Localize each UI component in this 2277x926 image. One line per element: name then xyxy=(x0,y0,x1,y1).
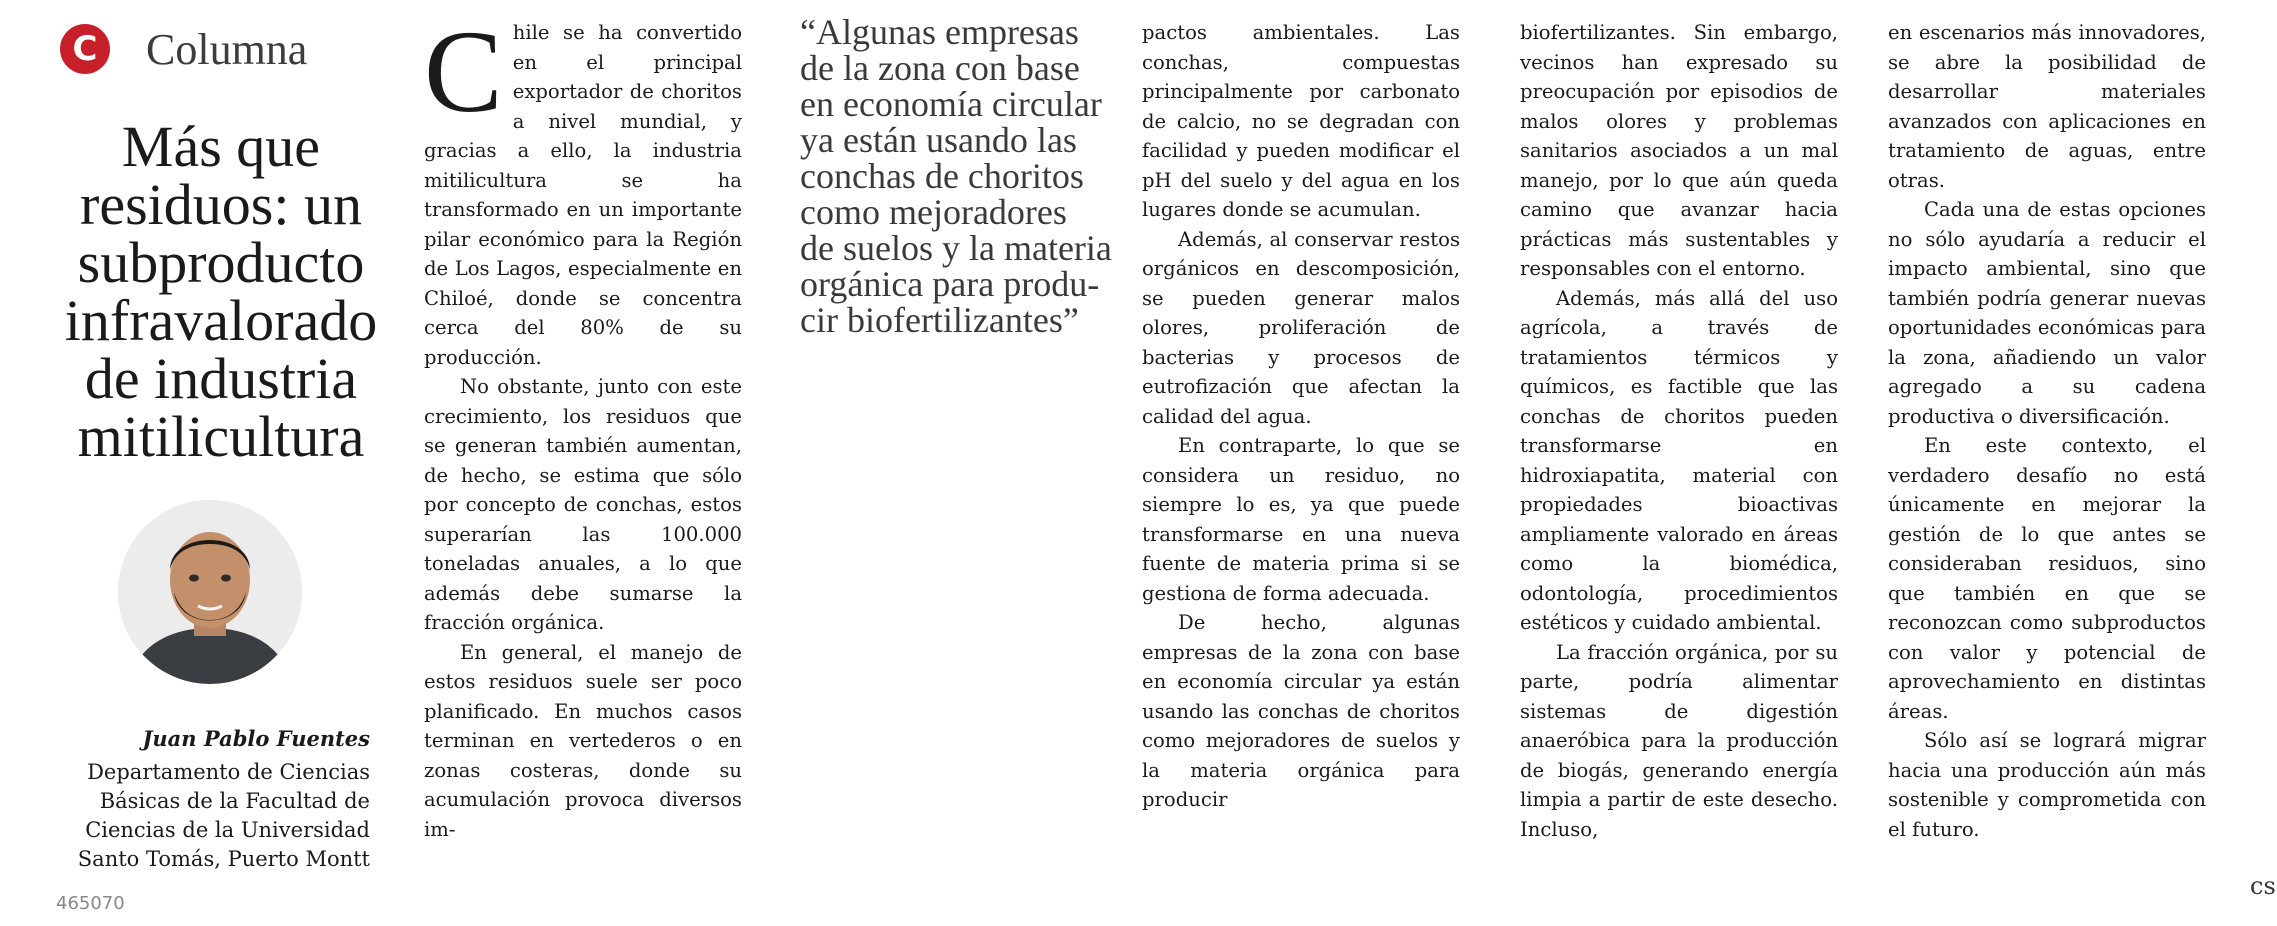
headline-line: Más que xyxy=(121,114,321,179)
headline-line: infravalorado xyxy=(64,288,378,353)
body-paragraph: en escenarios más innovadores, se abre la posibilidad de desarrollar materiales avanzados con aplicaciones en tratamiento de aguas, entre otras. xyxy=(1888,21,2206,192)
pull-quote-line: orgánica para produ- xyxy=(800,264,1100,304)
headline xyxy=(56,114,386,469)
drop-cap: C xyxy=(424,6,503,137)
body-paragraph: Además, más allá del uso agrícola, a través de tratamientos térmicos y químicos, es factible que las conchas de choritos pueden transformarse en hidroxiapatita, material con propiedades bioactivas ampliamente valorado en áreas como la biomédica, odontología, procedimientos estéticos y cuidado ambiental. xyxy=(1520,286,1838,634)
clip-id: 465070 xyxy=(56,893,125,914)
body-paragraph: Sólo así se logrará migrar hacia una producción aún más sostenible y comprometida con el futuro. xyxy=(1888,729,2206,841)
headline-line: de industria xyxy=(84,346,358,411)
author-bio-line: Básicas de la Facultad de xyxy=(99,789,370,813)
body-paragraph: No obstante, junto con este crecimiento, los residuos que se generan también aumentan, de hecho, se estima que sólo por concepto de conchas, estos superarían las 100.000 toneladas anuales, a lo que además debe sumarse la fracción orgánica. xyxy=(424,375,742,634)
pull-quote-line: cir biofertilizantes” xyxy=(800,300,1079,340)
body-paragraph: En contraparte, lo que se considera un residuo, no siempre lo es, ya que puede transformarse en una nueva fuente de materia prima si se gestiona de forma adecuada. xyxy=(1142,434,1460,605)
body-column-1 xyxy=(424,6,742,898)
body-paragraph: biofertilizantes. Sin embargo, vecinos han expresado su preocupación por episodios de malos olores y problemas sanitarios asociados a un mal manejo, por lo que aún queda camino que avanzar hacia prácticas más sustentables y responsables con el entorno. xyxy=(1520,21,1838,280)
paragraph-text: hile se ha convertido en el principal exportador de choritos a nivel mundial, y gracias a ello, la industria mitilicultura se ha transformado en un importante pilar económico para la Región de Los Lagos, especialmente en Chiloé, donde se concentra cerca del 80% de su producción. xyxy=(424,21,742,369)
author-bio xyxy=(60,758,370,874)
body-column-4 xyxy=(1888,18,2206,898)
body-paragraph: Cada una de estas opciones no sólo ayudaría a reducir el impacto ambiental, sino que también podría generar nuevas oportunidades económicas para la zona, añadiendo un valor agregado a su cadena productiva o diversificación. xyxy=(1888,198,2206,428)
body-paragraph: Además, al conservar restos orgánicos en descomposición, se pueden generar malos olores, proliferación de bacterias y procesos de eutrofización que afectan la calidad del agua. xyxy=(1142,227,1460,428)
headline-line: mitilicultura xyxy=(77,404,365,469)
pull-quote-line: en economía circular xyxy=(800,84,1102,124)
pull-quote-line: ya están usando las xyxy=(800,120,1077,160)
headline-line: subproducto xyxy=(77,230,365,295)
body-paragraph: La fracción orgánica, por su parte, podría alimentar sistemas de digestión anaeróbica para la producción de biogás, generando energía limpia a partir de este desecho. Incluso, xyxy=(1520,640,1838,841)
pull-quote-line: “Algunas empresas xyxy=(800,12,1079,52)
author-bio-line: Santo Tomás, Puerto Montt xyxy=(77,847,370,871)
section-badge: C xyxy=(60,24,110,74)
author-portrait-icon xyxy=(118,500,302,684)
body-column-2 xyxy=(1142,18,1460,898)
author-bio-line: Departamento de Ciencias xyxy=(87,760,370,784)
author-photo xyxy=(118,500,302,684)
body-paragraph: De hecho, algunas empresas de la zona con base en economía circular ya están usando las conchas de choritos como mejoradores de suelos y la materia orgánica para producir xyxy=(1142,611,1460,811)
headline-line: residuos: un xyxy=(80,172,362,237)
end-mark-icon: cs xyxy=(2250,872,2276,900)
pull-quote-line: conchas de choritos xyxy=(800,156,1084,196)
author-name: Juan Pablo Fuentes xyxy=(142,726,370,751)
pull-quote-line: como mejoradores xyxy=(800,192,1067,232)
section-label: Columna xyxy=(146,25,308,74)
pull-quote-line: de la zona con base xyxy=(800,48,1080,88)
body-paragraph xyxy=(424,6,742,372)
pull-quote xyxy=(800,14,1130,338)
body-paragraph: En general, el manejo de estos residuos suele ser poco planificado. En muchos casos terminan en vertederos o en zonas costeras, donde su acumulación provoca diversos im- xyxy=(424,640,742,841)
body-column-3 xyxy=(1520,18,1838,898)
body-paragraph: En este contexto, el verdadero desafío no está únicamente en mejorar la gestión de lo que antes se consideraban residuos, sino que también en que se reconozcan como subproductos con valor y potencial de aprovechamiento en distintas áreas. xyxy=(1888,434,2206,723)
pull-quote-line: de suelos y la materia xyxy=(800,228,1112,268)
body-paragraph: pactos ambientales. Las conchas, compuestas principalmente por carbonato de calcio, no se degradan con facilidad y pueden modificar el pH del suelo y del agua en los lugares donde se acumulan. xyxy=(1142,21,1460,221)
author-bio-line: Ciencias de la Universidad xyxy=(85,818,370,842)
